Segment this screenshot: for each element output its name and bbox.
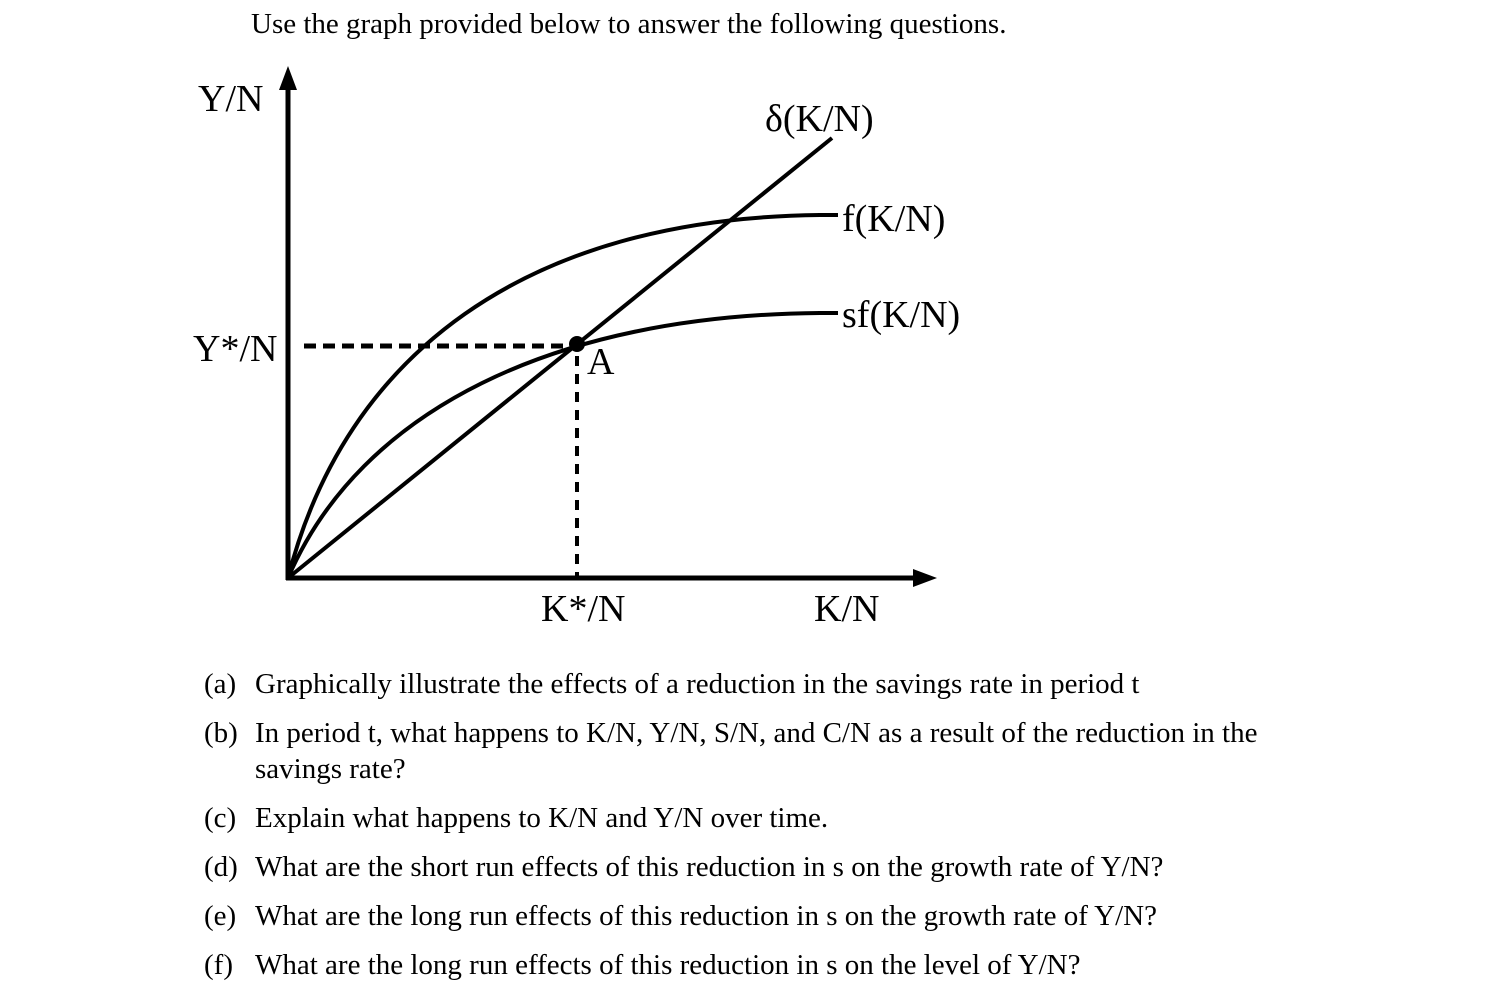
question-text: What are the long run effects of this reduction in s on the level of Y/N? bbox=[255, 949, 1081, 981]
x-axis-arrowhead bbox=[913, 569, 937, 587]
y-axis-arrowhead bbox=[279, 66, 297, 90]
question-text: What are the short run effects of this reduction in s on the growth rate of Y/N? bbox=[255, 851, 1164, 883]
question-marker: (e) bbox=[204, 900, 237, 932]
savings-curve bbox=[288, 313, 820, 578]
question-d bbox=[204, 849, 1314, 885]
question-f bbox=[204, 947, 1314, 983]
depreciation-line bbox=[288, 138, 832, 578]
question-marker: (c) bbox=[204, 802, 237, 834]
steady-state-point bbox=[569, 336, 585, 352]
x-axis-label: K/N bbox=[814, 588, 880, 630]
instructions-text: Use the graph provided below to answer the following questions. bbox=[251, 8, 1007, 40]
question-text: In period t, what happens to K/N, Y/N, S/N, and C/N as a result of the reduction in the savings rate? bbox=[255, 717, 1258, 785]
depreciation-label: δ(K/N) bbox=[765, 98, 874, 140]
savings-label: sf(K/N) bbox=[842, 294, 961, 336]
question-a bbox=[204, 666, 1314, 702]
question-text: Graphically illustrate the effects of a reduction in the savings rate in period t bbox=[255, 668, 1140, 700]
y-axis-label: Y/N bbox=[198, 78, 264, 120]
point-a-label: A bbox=[587, 341, 615, 383]
production-label: f(K/N) bbox=[842, 198, 946, 240]
question-c bbox=[204, 800, 1314, 836]
y-star-label: Y*/N bbox=[193, 328, 278, 370]
question-list bbox=[204, 666, 1314, 996]
production-curve bbox=[288, 215, 820, 578]
question-marker: (a) bbox=[204, 668, 237, 700]
question-marker: (b) bbox=[204, 717, 238, 749]
question-marker: (d) bbox=[204, 851, 238, 883]
question-b bbox=[204, 715, 1314, 787]
question-text: Explain what happens to K/N and Y/N over time. bbox=[255, 802, 829, 834]
question-marker: (f) bbox=[204, 949, 233, 981]
question-text: What are the long run effects of this reduction in s on the growth rate of Y/N? bbox=[255, 900, 1157, 932]
question-e bbox=[204, 898, 1314, 934]
k-star-label: K*/N bbox=[541, 588, 626, 630]
